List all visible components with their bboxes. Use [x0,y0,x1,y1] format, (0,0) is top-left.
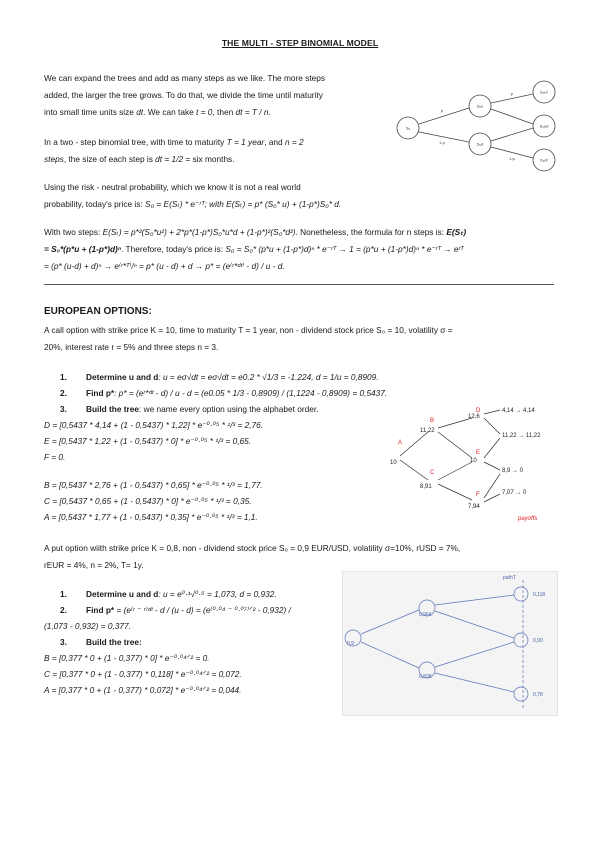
tree-label-1-p: 1-p [439,140,445,145]
step-label: Determine u and d [86,589,159,599]
sketch-value-F: 7,94 [468,504,480,510]
two-step-n: n = 2 [284,137,304,147]
intro-dt: dt [136,107,144,117]
put-value-middle: 0,90 [533,638,543,644]
call-calculations-a-b-c [44,477,263,525]
calc-line: A = [0,377 * 0 + (1 - 0,377) * 0,072] * e⁻⁰·⁰⁴ᐟ² = 0,044. [44,685,242,695]
two-step-dt: dt = 1/2 [155,154,184,164]
calc-line: F = 0. [44,452,66,462]
call-option-paragraph [44,322,559,356]
step-number: 1. [60,372,67,382]
sketch-payoffs-label: payoffs [518,516,538,522]
put-node-top [514,587,528,601]
put-line: rEUR = 4%, n = 2%, T= 1y. [44,560,144,570]
risk-neutral-line: Using the risk - neutral probability, which we know it is not a real world [44,182,301,192]
two-step-T: T = 1 year [226,137,265,147]
tree-label-down: S₀d [476,141,484,147]
put-tree-sketch [343,572,557,715]
put-step-3 [60,634,142,650]
step-text: : we name every option using the alphabet order. [139,404,319,414]
step-label: Determine u and d [86,372,159,382]
risk-neutral-formula: S₀ = E(Sₜ) * e⁻ʳᵀ; with E(Sₜ) = p* (S₀* u) + (1-p*)S₀* d. [145,199,342,209]
step-number: 3. [60,404,67,414]
two-step-line: , the size of each step is [63,154,156,164]
intro-line: . We can take [143,107,197,117]
formula-n-steps: = S₀*(p*u + (1-p*)d)ⁿ [44,244,122,254]
sketch-node-C: C [430,470,435,476]
put-value-down: 0,838 [419,674,432,680]
step-text: (1,073 - 0,932) = 0,377. [44,621,131,631]
sketch-value-C: 8,91 [420,484,432,490]
sketch-value-E: 10 [470,458,477,464]
put-step-1 [60,586,277,602]
two-step-paragraph [44,134,304,168]
step-text: = (e⁽ʳ ⁻ ʳ⁾ᵈᵗ - d / (u - d) = (e⁽⁰·⁰⁴ ⁻ ⁰·⁰⁷⁾ᐟ² - 0,932) / [114,605,291,615]
two-step-tree-diagram [394,78,562,178]
call-option-tree-sketch [388,404,556,530]
step-label: Find p* [86,605,115,615]
two-step-steps: steps [44,154,64,164]
intro-line: into small time units size [44,107,137,117]
put-step-2 [60,602,291,618]
step-label: Build the tree [86,404,140,414]
call-line: 20%, interest rate r = 5% and three steps n = 3. [44,342,219,352]
step-text: : p* = (eʳ*ᵈᵗ - d) / u - d = (e0.05 * 1/3 - 0,8909) / (1,1224 - 0,8909) = 0,5437. [114,388,388,398]
call-step-3 [60,401,318,417]
intro-paragraph [44,70,325,121]
sketch-value-B: 11,22 [420,428,435,434]
put-value-top: 0,118 [533,592,546,598]
formula-line: With two steps: [44,227,103,237]
call-step-1 [60,369,379,385]
two-step-line: In a two - step binomial tree, with time to maturity [44,137,227,147]
intro-line: , then [212,107,236,117]
intro-line: . [268,107,271,117]
put-value-root: 0,9 [347,641,354,647]
step-number: 2. [60,605,67,615]
put-line: A put option wiith strike price K = 0,8, non - dividend stock price S₀ = 0,9 EUR/USD, volatility σ=10%, rUSD = 7%, [44,543,461,553]
section-divider [44,284,554,285]
sketch-node-D: D [476,408,481,414]
tree-label-p: p [510,91,514,96]
formula-today: S₀ = S₀* (p*u + (1-p*)d)ⁿ * e⁻ʳᵀ → 1 = (p*u + (1-p*)d)ⁿ * e⁻ʳᵀ → eʳᵀ [225,244,464,254]
tree-label-bottom: S₀d² [540,157,548,163]
put-tree-photo [342,571,558,716]
put-calculations [44,650,242,698]
call-calculations-d-e-f [44,417,263,465]
call-step-2 [60,385,387,401]
sketch-value-D: 12,6 [468,414,480,420]
formula-est: E(Sₜ) [446,227,467,237]
put-sketch-title: pathT [503,575,516,581]
call-line: A call option with strike price K = 10, time to maturity T = 1 year, non - dividend stock price S₀ = 10, volatility σ = [44,325,453,335]
calc-line: D = [0,5437 * 4,14 + (1 - 0,5437) * 1,22] * e⁻⁰·⁰⁵ * ¹/³ = 2,76. [44,420,264,430]
tree-label-top: S₀u² [540,89,548,95]
formula-e-st: E(Sₜ) = p*²(S₀*u²) + 2*p*(1-p*)S₀*u*d + (1-p*)²(S₀*d²) [102,227,296,237]
sketch-terminal-value: 4,14 → 4,14 [502,408,535,414]
step-number: 1. [60,589,67,599]
put-option-paragraph [44,540,559,574]
sketch-value-A: 10 [390,460,397,466]
intro-line: added, the larger the tree grows. To do that, we divide the time until maturity [44,90,323,100]
formula-pstar: = (p* (u-d) + d)ⁿ → e⁽ʳ*ᵀ⁾/ⁿ = p* (u - d) + d → p* = (e⁽ʳ*ᵈᵗ⁾ - d) / u - d. [44,261,285,271]
put-step-2-continued [44,618,131,634]
formula-line: . Therefore, today's price is: [121,244,226,254]
tree-label-middle: S₀ud [539,123,549,129]
calc-line: C = [0,5437 * 0,65 + (1 - 0,5437) * 0] * e⁻⁰·⁰⁵ * ¹/³ = 0,35. [44,496,252,506]
page-title: THE MULTI - STEP BINOMIAL MODEL [221,38,379,48]
two-step-line: , and [264,137,285,147]
tree-label-root: S₀ [405,125,411,131]
two-steps-formula-paragraph [44,224,556,275]
step-number: 2. [60,388,67,398]
calc-line: A = [0,5437 * 1,77 + (1 - 0,5437) * 0,35] * e⁻⁰·⁰⁵ * ¹/³ = 1,1. [44,512,258,522]
step-label: Find p* [86,388,115,398]
put-value-up: 0,964 [419,612,432,618]
intro-line: We can expand the trees and add as many steps as we like. The more steps [44,73,326,83]
put-node-middle [514,633,528,647]
section-heading-european: EUROPEAN OPTIONS: [44,306,152,317]
intro-dtT: dt = T / n [235,107,269,117]
put-value-bottom: 0,78 [533,692,543,698]
intro-t0: t = 0 [196,107,213,117]
two-step-line: = six months. [183,154,235,164]
step-label: Build the tree: [86,637,142,647]
sketch-terminal-value: 11,22 → 11,22 [502,433,541,439]
tree-label-1-p: 1-p [509,156,515,161]
step-number: 3. [60,637,67,647]
calc-line: C = [0,377 * 0 + (1 - 0,377) * 0,118] * e⁻⁰·⁰⁴ᐟ² = 0,072. [44,669,242,679]
sketch-node-A: A [398,440,403,446]
risk-neutral-paragraph [44,179,394,213]
tree-label-p: p [440,108,444,113]
step-text: : u = eσ√dt = eσ√dt = e0.2 * √1/3 = -1.224, d = 1/u = 0,8909. [158,372,379,382]
sketch-node-F: F [476,492,480,498]
sketch-terminal-value: 7,07 → 0 [502,490,527,496]
calc-line: E = [0,5437 * 1,22 + (1 - 0,5437) * 0] * e⁻⁰·⁰⁵ * ¹/³ = 0,65. [44,436,252,446]
calc-line: B = [0,377 * 0 + (1 - 0,377) * 0] * e⁻⁰·⁰⁴ᐟ² = 0. [44,653,210,663]
risk-neutral-line: probability, today's price is: [44,199,146,209]
put-node-bottom [514,687,528,701]
sketch-node-B: B [430,418,435,424]
formula-line: . Nonetheless, the formula for n steps is: [295,227,447,237]
sketch-node-E: E [476,450,481,456]
sketch-terminal-value: 8,9 → 0 [502,468,524,474]
tree-label-up: S₀u [476,103,484,109]
step-text: : u = e⁰·¹√⁰·⁵ = 1,073, d = 0,932. [158,589,277,599]
calc-line: B = [0,5437 * 2,76 + (1 - 0,5437) * 0,65] * e⁻⁰·⁰⁵ * ¹/³ = 1,77. [44,480,263,490]
